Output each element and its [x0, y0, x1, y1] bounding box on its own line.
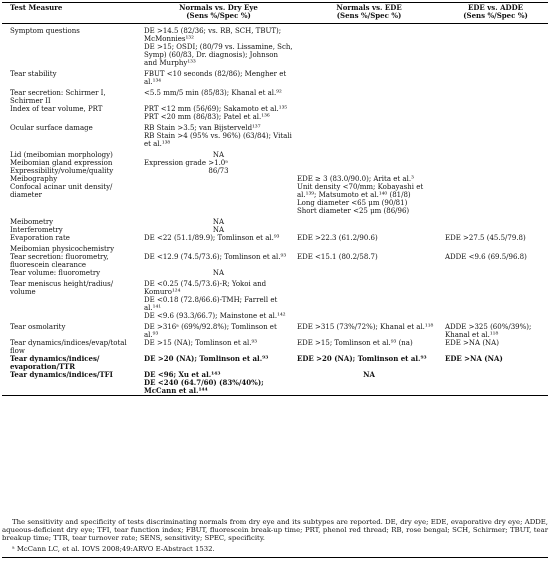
cell-text: Meibomian physicochemistry	[10, 245, 115, 253]
test-measure-cell	[2, 121, 142, 148]
cell-text: EDE >27.5 (45.5/79.8)	[445, 234, 526, 242]
cell-text: DE <96; Xu et al.¹⁴³	[144, 370, 221, 379]
cell-text: NA	[212, 226, 225, 234]
test-measure-cell	[2, 105, 142, 121]
cell-text: EDE <15.1 (80.2/58.7)	[297, 253, 378, 261]
normals-vs-dry-eye-cell	[142, 269, 295, 277]
test-measure-cell	[2, 86, 142, 105]
ede-vs-adde-cell	[443, 234, 548, 242]
cell-text: Interferometry	[10, 226, 63, 234]
test-measure-cell	[2, 24, 142, 68]
ede-vs-adde-cell	[443, 371, 548, 396]
ede-vs-adde-cell	[443, 121, 548, 148]
cell-text: RB Stain >3.5; van Bijsterveld¹³⁷	[144, 124, 261, 132]
cell-text: EDE >315 (73%/72%); Khanal et al.¹¹⁸	[297, 323, 434, 331]
cell-text: EDE >20 (NA); Tomlinson et al.⁹³	[297, 354, 427, 363]
cell-text: Meibography	[10, 175, 58, 183]
cell-text: DE <12.9 (74.5/73.6); Tomlinson et al.⁹³	[144, 253, 287, 261]
normals-vs-dry-eye-cell	[142, 339, 295, 355]
normals-vs-ede-cell	[295, 105, 443, 121]
normals-vs-ede-cell	[295, 355, 443, 371]
cell-text: DE >14.5 (82/36; vs. RB, SCH, TBUT); McMonnies¹³²	[144, 27, 282, 43]
test-measure-cell	[2, 355, 142, 371]
cell-text: RB Stain >4 (95% vs. 96%) (63/84); Vitali et al.¹³⁸	[144, 132, 292, 148]
table-row	[2, 320, 548, 339]
normals-vs-dry-eye-cell	[142, 167, 295, 175]
ede-vs-adde-cell	[443, 148, 548, 159]
test-measure-cell	[2, 226, 142, 234]
test-measure-cell	[2, 277, 142, 320]
cell-text: NA	[212, 218, 225, 226]
cell-text: NA	[212, 151, 225, 159]
table-row	[2, 167, 548, 175]
table-row	[2, 86, 548, 105]
ede-vs-adde-cell	[443, 175, 548, 183]
ede-vs-adde-cell	[443, 355, 548, 371]
normals-vs-ede-cell	[295, 175, 443, 183]
cell-text: NA	[212, 269, 225, 277]
normals-vs-dry-eye-cell	[142, 105, 295, 121]
cell-text: Tear meniscus height/radius/ volume	[10, 280, 114, 296]
cell-text: 86/73	[208, 167, 229, 175]
cell-text: Unit density <70/mm; Kobayashi et al.¹³⁹; Matsumoto et al.¹⁴⁰ (81/8)	[297, 183, 424, 199]
ede-vs-adde-cell	[443, 320, 548, 339]
cell-text: DE <0.18 (72.8/66.6)-TMH; Farrell et al.¹⁴¹	[144, 296, 278, 312]
cell-text: ADDE <9.6 (69.5/96.8)	[445, 253, 527, 261]
ede-vs-adde-cell	[443, 67, 548, 86]
cell-text: Confocal acinar unit density/ diameter	[10, 183, 113, 199]
normals-vs-ede-cell	[295, 339, 443, 355]
normals-vs-ede-cell	[295, 24, 443, 68]
normals-vs-dry-eye-cell	[142, 175, 295, 183]
table-body	[2, 24, 548, 396]
cell-text: DE >15; OSDI; (80/79 vs. Lissamine, Sch, Symp) (60/83, Dr. diagnosis); Johnson and Murphy¹³³	[144, 43, 293, 67]
table-row	[2, 121, 548, 148]
header-test-measure: Test Measure	[10, 3, 63, 12]
cell-text: Tear secretion: Schirmer I, Schirmer II	[10, 89, 106, 105]
table-row	[2, 105, 548, 121]
test-measure-cell	[2, 67, 142, 86]
cell-text: ADDE >325 (60%/39%); Khanal et al.¹¹⁸	[445, 323, 532, 339]
cell-text: Index of tear volume, PRT	[10, 105, 103, 113]
normals-vs-dry-eye-cell	[142, 86, 295, 105]
ede-vs-adde-cell	[443, 105, 548, 121]
table-footnote-reference: ᵃ McCann LC, et al. IOVS 2008;49:ARVO E-Abstract 1532.	[12, 545, 215, 553]
bottom-rule	[2, 557, 548, 558]
cell-text: DE <22 (51.1/89.9); Tomlinson et al.⁹³	[144, 234, 280, 242]
normals-vs-ede-cell	[295, 183, 443, 215]
header-ede-vs-adde: EDE vs. ADDE (Sens %/Spec %)	[463, 3, 528, 20]
table-row	[2, 277, 548, 320]
cell-text: PRT <12 mm (56/69); Sakamoto et al.¹³⁵	[144, 105, 288, 113]
table-row	[2, 253, 548, 269]
ede-vs-adde-cell	[443, 253, 548, 269]
ede-vs-adde-cell	[443, 226, 548, 234]
test-measure-cell	[2, 175, 142, 183]
table-row	[2, 339, 548, 355]
test-measure-cell	[2, 234, 142, 242]
cell-text: EDE >NA (NA)	[445, 354, 503, 363]
cell-text: DE <240 (64.7/60) (83%/40%); McCann et al.¹⁴⁴	[144, 378, 264, 395]
normals-vs-ede-cell	[295, 269, 443, 277]
table-row	[2, 175, 548, 183]
test-measure-cell	[2, 320, 142, 339]
cell-text: EDE >15; Tomlinson et al.⁹³ (na)	[297, 339, 413, 347]
cell-text: Expressibility/volume/quality	[10, 167, 114, 175]
cell-text: Tear secretion: fluorometry, fluorescein clearance	[10, 253, 109, 269]
test-measure-cell	[2, 148, 142, 159]
normals-vs-ede-cell	[295, 86, 443, 105]
ede-vs-adde-cell	[443, 167, 548, 175]
cell-text: EDE >NA (NA)	[445, 339, 499, 347]
normals-vs-dry-eye-cell	[142, 148, 295, 159]
ede-vs-adde-cell	[443, 269, 548, 277]
cell-text: Meibomian gland expression	[10, 159, 113, 167]
normals-vs-ede-cell	[295, 320, 443, 339]
cell-text: Ocular surface damage	[10, 124, 93, 132]
table-header	[2, 3, 548, 24]
ede-vs-adde-cell	[443, 339, 548, 355]
test-measure-cell	[2, 242, 142, 253]
normals-vs-dry-eye-cell	[142, 183, 295, 215]
cell-text: Lid (meibomian morphology)	[10, 151, 113, 159]
cell-text: Evaporation rate	[10, 234, 70, 242]
table-footnote: The sensitivity and specificity of tests discriminating normals from dry eye and its subtypes are reported. DE, dry eye; EDE, evaporative dry eye; ADDE, aqueous-deficient dry eye; TFI, tear function index; FBUT, fluorescein break-up time; PRT, phenol red thread; RB, rose bengal; SCH, Schirmer; TBUT, tear breakup time; TTR, tear turnover rate; SENS, sensitivity; SPEC, specificity.	[2, 518, 548, 542]
normals-vs-dry-eye-cell	[142, 242, 295, 253]
normals-vs-dry-eye-cell	[142, 355, 295, 371]
cell-text: DE <0.25 (74.5/73.6)-R; Yokoi and Komuro¹²⁴	[144, 280, 267, 296]
cell-text: Tear dynamics/indices/evap/total flow	[10, 339, 127, 355]
normals-vs-dry-eye-cell	[142, 67, 295, 86]
table-row	[2, 242, 548, 253]
test-measure-cell	[2, 215, 142, 226]
header-normals-vs-ede: Normals vs. EDE (Sens %/Spec %)	[336, 3, 402, 20]
normals-vs-ede-cell	[295, 215, 443, 226]
test-measure-cell	[2, 183, 142, 215]
test-measure-cell	[2, 269, 142, 277]
normals-vs-dry-eye-cell	[142, 320, 295, 339]
table-row	[2, 67, 548, 86]
normals-vs-dry-eye-cell	[142, 371, 295, 396]
normals-vs-dry-eye-cell	[142, 121, 295, 148]
test-measure-cell	[2, 253, 142, 269]
normals-vs-ede-cell	[295, 148, 443, 159]
table-row	[2, 183, 548, 215]
cell-text: Expression grade >1.0ᵃ	[144, 159, 228, 167]
normals-vs-dry-eye-cell	[142, 253, 295, 269]
ede-vs-adde-cell	[443, 183, 548, 215]
cell-text: <5.5 mm/5 min (85/83); Khanal et al.⁹²	[144, 89, 282, 97]
results-table	[2, 2, 548, 396]
normals-vs-ede-cell	[295, 67, 443, 86]
normals-vs-dry-eye-cell	[142, 234, 295, 242]
normals-vs-dry-eye-cell	[142, 226, 295, 234]
cell-text: Tear dynamics/indices/ evaporation/TTR	[10, 354, 100, 371]
cell-text: EDE ≥ 3 (83.0/90.0); Arita et al.³	[297, 175, 414, 183]
normals-vs-dry-eye-cell	[142, 24, 295, 68]
header-normals-vs-dry-eye: Normals vs. Dry Eye (Sens %/Spec %)	[179, 3, 258, 20]
table-row	[2, 215, 548, 226]
test-measure-cell	[2, 167, 142, 175]
cell-text: DE <9.6 (93.3/66.7); Mainstone et al.¹⁴²	[144, 312, 286, 320]
test-measure-cell	[2, 371, 142, 396]
cell-text: Tear stability	[10, 70, 57, 78]
normals-vs-ede-cell	[295, 234, 443, 242]
normals-vs-dry-eye-cell	[142, 215, 295, 226]
normals-vs-ede-cell	[295, 371, 443, 396]
cell-text: Symptom questions	[10, 27, 80, 35]
cell-text: Meibometry	[10, 218, 54, 226]
cell-text: Long diameter <65 μm (90/81)	[297, 199, 408, 207]
ede-vs-adde-cell	[443, 24, 548, 68]
ede-vs-adde-cell	[443, 159, 548, 167]
ede-vs-adde-cell	[443, 215, 548, 226]
table-row	[2, 269, 548, 277]
test-measure-cell	[2, 339, 142, 355]
table-row	[2, 234, 548, 242]
table-row	[2, 159, 548, 167]
table-row	[2, 355, 548, 371]
cell-text: EDE >22.3 (61.2/90.6)	[297, 234, 378, 242]
normals-vs-ede-cell	[295, 121, 443, 148]
normals-vs-dry-eye-cell	[142, 159, 295, 167]
normals-vs-ede-cell	[295, 167, 443, 175]
cell-text: NA	[363, 370, 375, 379]
cell-text: DE >15 (NA); Tomlinson et al.⁹³	[144, 339, 258, 347]
cell-text: DE >316ᵃ (69%/92.8%); Tomlinson et al.⁹³	[144, 323, 277, 339]
cell-text: FBUT <10 seconds (82/86); Mengher et al.¹³⁴	[144, 70, 287, 86]
cell-text: Short diameter <25 μm (86/96)	[297, 207, 410, 215]
normals-vs-ede-cell	[295, 242, 443, 253]
test-measure-cell	[2, 159, 142, 167]
cell-text: Tear dynamics/indices/TFI	[10, 370, 113, 379]
normals-vs-ede-cell	[295, 159, 443, 167]
normals-vs-ede-cell	[295, 253, 443, 269]
cell-text: Tear osmolarity	[10, 323, 66, 331]
ede-vs-adde-cell	[443, 242, 548, 253]
normals-vs-ede-cell	[295, 226, 443, 234]
table-row	[2, 148, 548, 159]
ede-vs-adde-cell	[443, 277, 548, 320]
table-row	[2, 371, 548, 396]
table-row	[2, 24, 548, 68]
cell-text: DE >20 (NA); Tomlinson et al.⁹³	[144, 354, 269, 363]
cell-text: PRT <20 mm (86/83); Patel et al.¹³⁶	[144, 113, 270, 121]
normals-vs-dry-eye-cell	[142, 277, 295, 320]
cell-text: Tear volume: fluorometry	[10, 269, 101, 277]
normals-vs-ede-cell	[295, 277, 443, 320]
ede-vs-adde-cell	[443, 86, 548, 105]
table-row	[2, 226, 548, 234]
